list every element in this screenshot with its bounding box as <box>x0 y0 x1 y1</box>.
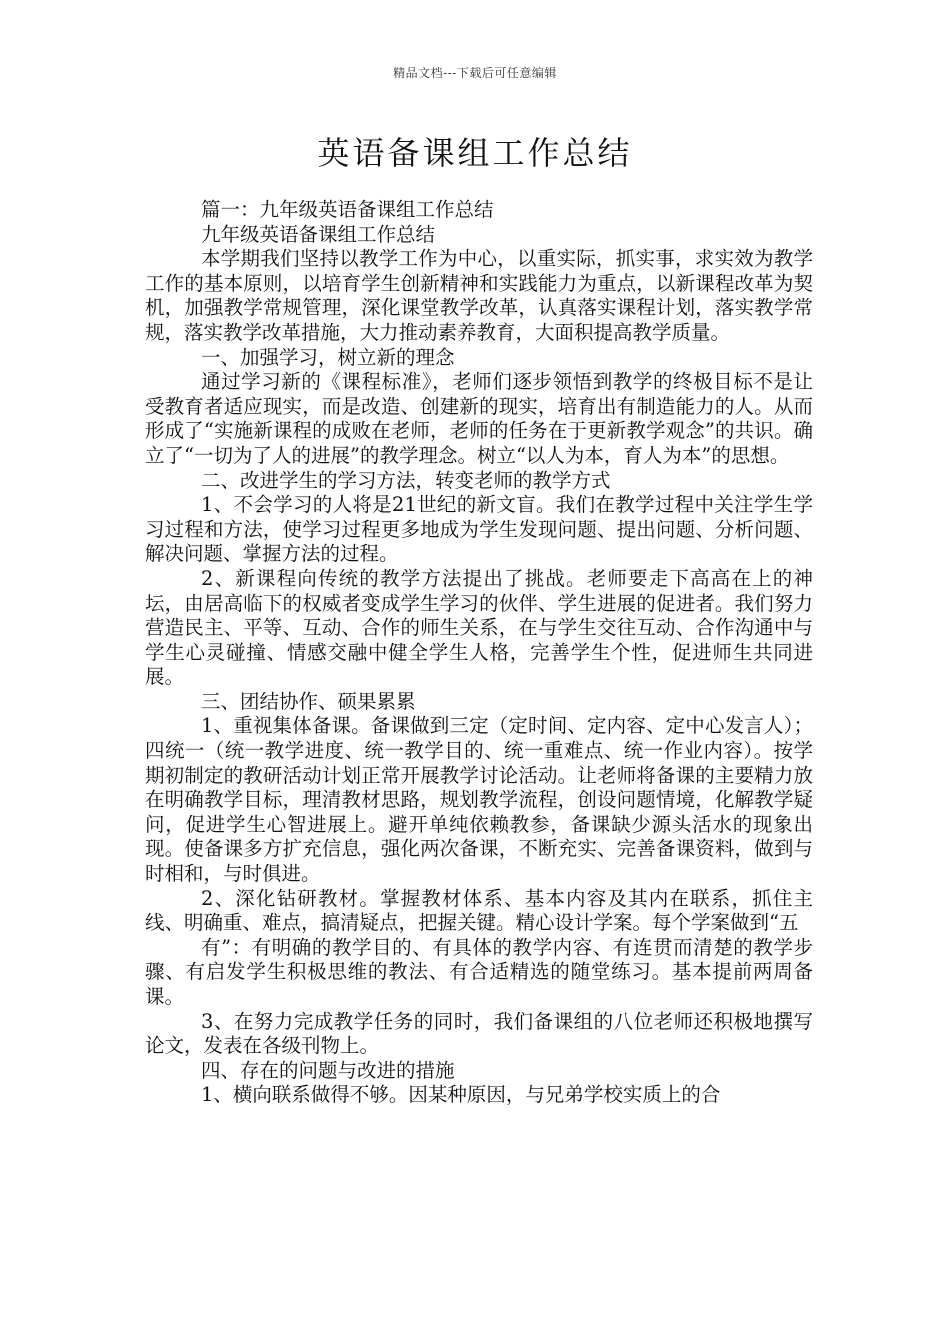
document-title: 英语备课组工作总结 <box>317 134 633 172</box>
paragraph: 1、不会学习的人将是21世纪的新文盲。我们在教学过程中关注学生学习过程和方法，使学习过程更多地成为学生发现问题、提出问题、分析问题、解决问题、掌握方法的过程。 <box>145 493 813 566</box>
paragraph: 2、新课程向传统的教学方法提出了挑战。老师要走下高高在上的神坛，由居高临下的权威者变成学生学习的伙伴、学生进展的促进者。我们努力营造民主、平等、互动、合作的师生关系，在与学生交往互动、合作沟通中与学生心灵碰撞、情感交融中健全学生人格，完善学生个性，促进师生共同进展。 <box>145 566 813 689</box>
paragraph: 1、横向联系做得不够。因某种原因，与兄弟学校实质上的合 <box>201 1083 721 1107</box>
section-heading-4: 四、存在的问题与改进的措施 <box>201 1058 455 1082</box>
document-body <box>145 198 813 1108</box>
paragraph: 通过学习新的《课程标准》，老师们逐步领悟到教学的终极目标不是让受教育者适应现实，而是改造、创建新的现实，培育出有制造能力的人。从而形成了“实施新课程的成败在老师，老师的任务在于更新教学观念”的共识。确立了“一切为了人的进展”的教学理念。树立“以人为本，育人为本”的思想。 <box>145 370 813 467</box>
paragraph: 有”：有明确的教学目的、有具体的教学内容、有连贯而清楚的教学步骤、有启发学生积极思维的教法、有合适精选的随堂练习。基本提前两周备课。 <box>145 935 813 1008</box>
section-heading-1: 一、加强学习，树立新的理念 <box>201 345 455 369</box>
paragraph: 1、重视集体备课。备课做到三定（定时间、定内容、定中心发言人）；四统一（统一教学进度、统一教学目的、统一重难点、统一作业内容）。按学期初制定的教研活动计划正常开展教学讨论活动。让老师将备课的主要精力放在明确教学目标，理清教材思路，规划教学流程，创设问题情境，化解教学疑问，促进学生心智进展上。避开单纯依赖教参，备课缺少源头活水的现象出现。使备课多方扩充信息，强化两次备课，不断充实、完善备课资料，做到与时相和，与时俱进。 <box>145 714 813 886</box>
paragraph: 3、在努力完成教学任务的同时，我们备课组的八位老师还积极地撰写论文，发表在各级刊物上。 <box>145 1009 813 1058</box>
section-subtitle: 篇一：九年级英语备课组工作总结 <box>201 198 494 221</box>
paragraph: 2、深化钻研教材。掌握教材体系、基本内容及其内在联系，抓住主线、明确重、难点，搞清疑点，把握关键。精心设计学案。每个学案做到“五 <box>145 886 813 935</box>
section-heading-2: 二、改进学生的学习方法，转变老师的教学方式 <box>201 468 611 492</box>
header-note: 精品文档---下载后可任意编辑 <box>393 66 557 80</box>
section-heading-3: 三、团结协作、硕果累累 <box>201 689 416 713</box>
article-title: 九年级英语备课组工作总结 <box>201 222 436 246</box>
intro-paragraph: 本学期我们坚持以教学工作为中心，以重实际，抓实事，求实效为教学工作的基本原则，以培育学生创新精神和实践能力为重点，以新课程改革为契机，加强教学常规管理，深化课堂教学改革，认真落实课程计划，落实教学常规，落实教学改革措施，大力推动素养教育，大面积提高教学质量。 <box>145 247 813 344</box>
